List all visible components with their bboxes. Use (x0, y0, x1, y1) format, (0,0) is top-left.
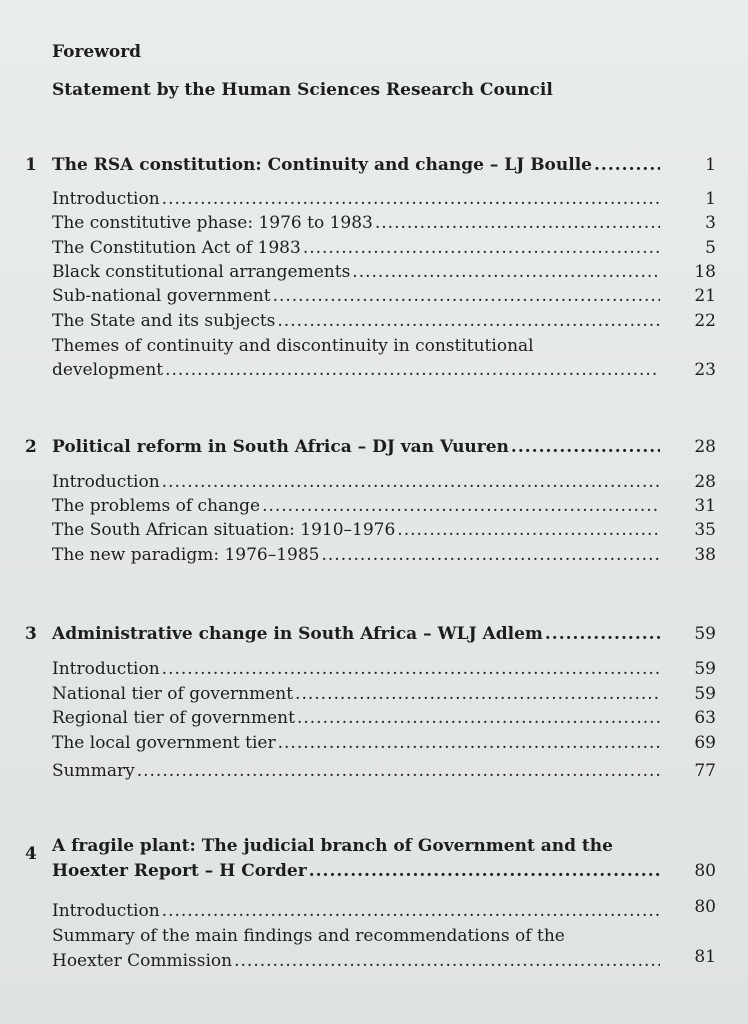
entry-title: Themes of continuity and discontinuity in constitutional (52, 336, 534, 356)
dot-leader (297, 708, 660, 728)
entry-page: 23 (694, 360, 716, 380)
entry-title: Summary (52, 761, 135, 781)
entry-page: 38 (694, 545, 716, 565)
entry-page: 31 (694, 496, 716, 516)
chapter-number: 1 (25, 155, 37, 175)
chapter-title-row (52, 861, 662, 885)
entry-page: 35 (694, 520, 716, 540)
toc-entry (52, 213, 662, 237)
dot-leader (262, 496, 660, 516)
entry-title: Sub-national government (52, 286, 271, 306)
chapter-title: Administrative change in South Africa – WLJ Adlem (52, 624, 543, 644)
entry-title: Regional tier of government (52, 708, 295, 728)
toc-entry (52, 472, 662, 496)
entry-page: 59 (694, 659, 716, 679)
toc-entry (52, 262, 662, 286)
entry-title: Introduction (52, 189, 160, 209)
entry-page: 22 (694, 311, 716, 331)
dot-leader (278, 733, 660, 753)
entry-page: 81 (694, 947, 716, 967)
entry-page: 1 (705, 189, 716, 209)
entry-page: 5 (705, 238, 716, 258)
chapter-page: 28 (694, 437, 716, 457)
chapter-page: 80 (694, 861, 716, 881)
toc-entry-line1 (52, 926, 662, 950)
dot-leader (397, 520, 660, 540)
toc-entry (52, 238, 662, 262)
toc-entry (52, 311, 662, 335)
dot-leader (273, 286, 660, 306)
toc-entry (52, 708, 662, 732)
dot-leader (352, 262, 660, 282)
entry-page: 59 (694, 684, 716, 704)
toc-entry (52, 520, 662, 544)
toc-entry-line1 (52, 336, 662, 360)
dot-leader (594, 155, 660, 175)
dot-leader (303, 238, 660, 258)
toc-entry (52, 761, 662, 785)
entry-title: The State and its subjects (52, 311, 276, 331)
dot-leader (234, 951, 660, 971)
dot-leader (162, 472, 660, 492)
dot-leader (162, 659, 660, 679)
entry-page: 80 (694, 897, 716, 917)
entry-title: The problems of change (52, 496, 261, 516)
chapter-page: 59 (694, 624, 716, 644)
entry-title: development (52, 360, 164, 380)
entry-title: Introduction (52, 472, 160, 492)
chapter-title-row (52, 624, 662, 648)
toc-entry (52, 951, 662, 975)
dot-leader (511, 437, 660, 457)
dot-leader (162, 189, 660, 209)
entry-title: Introduction (52, 901, 160, 921)
toc-entry (52, 189, 662, 213)
dot-leader (137, 761, 660, 781)
entry-page: 18 (694, 262, 716, 282)
entry-title: The Constitution Act of 1983 (52, 238, 301, 258)
chapter-title: A fragile plant: The judicial branch of Government and the (52, 836, 613, 856)
chapter-number: 3 (25, 624, 37, 644)
chapter-title: Political reform in South Africa – DJ van Vuuren (52, 437, 509, 457)
toc-entry (52, 545, 662, 569)
dot-leader (321, 545, 660, 565)
chapter-title-row (52, 155, 662, 179)
entry-title: Introduction (52, 659, 160, 679)
toc-entry (52, 733, 662, 757)
toc-entry (52, 496, 662, 520)
toc-entry (52, 659, 662, 683)
entry-title: The constitutive phase: 1976 to 1983 (52, 213, 373, 233)
entry-title: Black constitutional arrangements (52, 262, 351, 282)
chapter-number: 4 (25, 844, 37, 864)
entry-title: National tier of government (52, 684, 294, 704)
entry-title: The South African situation: 1910–1976 (52, 520, 396, 540)
entry-page: 28 (694, 472, 716, 492)
chapter-title-row-line1 (52, 836, 662, 860)
entry-page: 21 (694, 286, 716, 306)
dot-leader (165, 360, 660, 380)
dot-leader (162, 901, 660, 921)
dot-leader (295, 684, 660, 704)
chapter-page: 1 (705, 155, 716, 175)
entry-page: 69 (694, 733, 716, 753)
dot-leader (309, 861, 660, 881)
chapter-title-row (52, 437, 662, 461)
foreword-heading: Foreword (52, 42, 142, 62)
chapter-title: Hoexter Report – H Corder (52, 861, 307, 881)
dot-leader (545, 624, 660, 644)
dot-leader (277, 311, 660, 331)
chapter-number: 2 (25, 437, 37, 457)
toc-entry (52, 360, 662, 384)
entry-title: Summary of the main findings and recommendations of the (52, 926, 565, 946)
entry-page: 63 (694, 708, 716, 728)
toc-entry (52, 684, 662, 708)
dot-leader (375, 213, 660, 233)
hsrc-statement-heading: Statement by the Human Sciences Research Council (52, 80, 553, 100)
entry-page: 3 (705, 213, 716, 233)
entry-title: Hoexter Commission (52, 951, 233, 971)
entry-title: The local government tier (52, 733, 276, 753)
chapter-title: The RSA constitution: Continuity and change – LJ Boulle (52, 155, 592, 175)
entry-page: 77 (694, 761, 716, 781)
toc-entry (52, 901, 662, 925)
toc-entry (52, 286, 662, 310)
entry-title: The new paradigm: 1976–1985 (52, 545, 320, 565)
